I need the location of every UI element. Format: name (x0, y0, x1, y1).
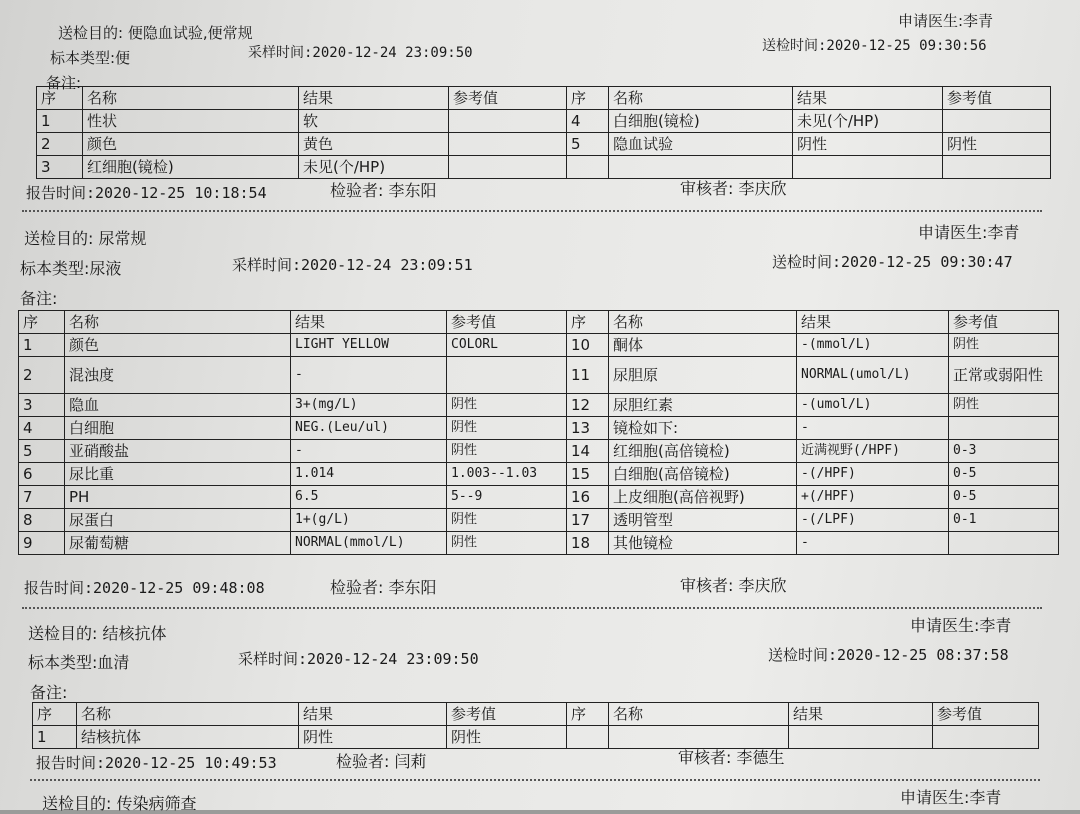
table-header-row (19, 311, 1059, 334)
result-cell: NORMAL(mmol/L) (291, 532, 447, 555)
table-row (19, 394, 1059, 417)
header-result-cell: 结果 (299, 87, 449, 110)
seq-cell: 4 (567, 110, 609, 133)
seq-cell: 16 (567, 486, 609, 509)
reference-cell: 阴性 (447, 417, 567, 440)
s3-doctor: 申请医生:李青 (910, 616, 1012, 635)
name-cell: 尿胆红素 (609, 394, 797, 417)
reference-cell: 0-1 (949, 509, 1059, 532)
s3-specimen: 标本类型:血清 (28, 653, 130, 672)
s4-purpose: 送检目的: 传染病筛查 (42, 794, 197, 813)
result-cell: - (797, 417, 949, 440)
name-cell: 上皮细胞(高倍视野) (609, 486, 797, 509)
name-cell: PH (65, 486, 291, 509)
header-result-cell: 结果 (793, 87, 943, 110)
result-cell: +(/HPF) (797, 486, 949, 509)
seq-cell (567, 156, 609, 179)
reference-cell: 正常或弱阳性 (949, 357, 1059, 394)
header-result-cell: 结果 (299, 703, 447, 726)
result-cell: 6.5 (291, 486, 447, 509)
result-cell: 近满视野(/HPF) (797, 440, 949, 463)
result-cell: 未见(个/HP) (793, 110, 943, 133)
s2-reviewer: 审核者: 李庆欣 (680, 576, 787, 595)
seq-cell: 2 (19, 357, 65, 394)
reference-cell (449, 133, 567, 156)
seq-cell: 2 (37, 133, 83, 156)
seq-cell: 15 (567, 463, 609, 486)
table-row (19, 486, 1059, 509)
result-cell: LIGHT YELLOW (291, 334, 447, 357)
reference-cell: 0-3 (949, 440, 1059, 463)
seq-cell: 6 (19, 463, 65, 486)
s1-report-time: 报告时间:2020-12-25 10:18:54 (26, 184, 267, 202)
name-cell: 镜检如下: (609, 417, 797, 440)
result-cell: 软 (299, 110, 449, 133)
name-cell: 其他镜检 (609, 532, 797, 555)
header-name-cell: 名称 (609, 311, 797, 334)
name-cell: 亚硝酸盐 (65, 440, 291, 463)
seq-cell: 3 (37, 156, 83, 179)
name-cell: 白细胞(镜检) (609, 110, 793, 133)
reference-cell: 阴性 (949, 394, 1059, 417)
result-cell: -(/HPF) (797, 463, 949, 486)
result-cell: 黄色 (299, 133, 449, 156)
result-cell: -(umol/L) (797, 394, 949, 417)
header-seq-cell: 序 (33, 703, 77, 726)
result-cell: -(/LPF) (797, 509, 949, 532)
s2-doctor: 申请医生:李青 (918, 223, 1020, 242)
reference-cell: 0-5 (949, 463, 1059, 486)
reference-cell: 阴性 (447, 440, 567, 463)
name-cell: 白细胞 (65, 417, 291, 440)
name-cell: 颜色 (83, 133, 299, 156)
header-name-cell: 名称 (609, 87, 793, 110)
seq-cell: 10 (567, 334, 609, 357)
result-cell: NEG.(Leu/ul) (291, 417, 447, 440)
seq-cell: 3 (19, 394, 65, 417)
header-seq-cell: 序 (37, 87, 83, 110)
name-cell: 隐血 (65, 394, 291, 417)
header-name-cell: 名称 (83, 87, 299, 110)
seq-cell: 1 (19, 334, 65, 357)
name-cell: 结核抗体 (77, 726, 299, 749)
table-header-row (37, 87, 1051, 110)
reference-cell (949, 532, 1059, 555)
header-name-cell: 名称 (65, 311, 291, 334)
s1-remark: 备注: (46, 74, 82, 92)
result-cell: 1.014 (291, 463, 447, 486)
reference-cell: COLORL (447, 334, 567, 357)
separator (22, 607, 1042, 609)
header-seq-cell: 序 (567, 703, 609, 726)
seq-cell: 12 (567, 394, 609, 417)
result-cell: 1+(g/L) (291, 509, 447, 532)
reference-cell (447, 357, 567, 394)
s2-report-time: 报告时间:2020-12-25 09:48:08 (24, 579, 265, 597)
name-cell: 尿葡萄糖 (65, 532, 291, 555)
name-cell: 红细胞(镜检) (83, 156, 299, 179)
seq-cell: 1 (33, 726, 77, 749)
s3-collect-time: 采样时间:2020-12-24 23:09:50 (238, 650, 479, 668)
reference-cell: 1.003--1.03 (447, 463, 567, 486)
seq-cell: 7 (19, 486, 65, 509)
reference-cell (449, 110, 567, 133)
separator (30, 779, 1040, 781)
s3-tester: 检验者: 闫莉 (336, 752, 427, 771)
result-cell: - (291, 357, 447, 394)
name-cell: 红细胞(高倍镜检) (609, 440, 797, 463)
header-reference-cell: 参考值 (949, 311, 1059, 334)
table-row (37, 110, 1051, 133)
s3-send-time: 送检时间:2020-12-25 08:37:58 (768, 646, 1009, 664)
s2-specimen: 标本类型:尿液 (20, 259, 122, 278)
result-cell: 3+(mg/L) (291, 394, 447, 417)
result-cell: - (797, 532, 949, 555)
table-row (37, 156, 1051, 179)
header-name-cell: 名称 (609, 703, 789, 726)
seq-cell: 5 (19, 440, 65, 463)
reference-cell: 阴性 (447, 726, 567, 749)
table-row (19, 334, 1059, 357)
name-cell: 尿胆原 (609, 357, 797, 394)
name-cell: 白细胞(高倍镜检) (609, 463, 797, 486)
s4-doctor: 申请医生:李青 (900, 788, 1002, 807)
seq-cell: 11 (567, 357, 609, 394)
reference-cell: 5--9 (447, 486, 567, 509)
header-seq-cell: 序 (567, 87, 609, 110)
s3-reviewer: 审核者: 李德生 (678, 748, 785, 767)
seq-cell: 13 (567, 417, 609, 440)
s1-specimen: 标本类型:便 (50, 49, 131, 67)
name-cell: 隐血试验 (609, 133, 793, 156)
name-cell: 颜色 (65, 334, 291, 357)
header-reference-cell: 参考值 (933, 703, 1039, 726)
table-row (33, 726, 1039, 749)
name-cell: 酮体 (609, 334, 797, 357)
header-result-cell: 结果 (789, 703, 933, 726)
name-cell: 混浊度 (65, 357, 291, 394)
table-header-row (33, 703, 1039, 726)
seq-cell: 8 (19, 509, 65, 532)
name-cell: 透明管型 (609, 509, 797, 532)
reference-cell: 阴性 (949, 334, 1059, 357)
s3-remark: 备注: (30, 683, 68, 702)
reference-cell (933, 726, 1039, 749)
table-row (19, 532, 1059, 555)
header-seq-cell: 序 (19, 311, 65, 334)
s1-purpose: 送检目的: 便隐血试验,便常规 (58, 24, 253, 42)
s3-report-time: 报告时间:2020-12-25 10:49:53 (36, 754, 277, 772)
reference-cell (949, 417, 1059, 440)
result-cell (793, 156, 943, 179)
reference-cell: 阴性 (447, 509, 567, 532)
name-cell: 尿蛋白 (65, 509, 291, 532)
s2-remark: 备注: (20, 289, 58, 308)
name-cell: 尿比重 (65, 463, 291, 486)
s2-send-time: 送检时间:2020-12-25 09:30:47 (772, 253, 1013, 271)
result-cell: 阴性 (299, 726, 447, 749)
header-reference-cell: 参考值 (447, 703, 567, 726)
reference-cell: 0-5 (949, 486, 1059, 509)
result-cell: - (291, 440, 447, 463)
s3-purpose: 送检目的: 结核抗体 (28, 624, 167, 643)
reference-cell: 阴性 (943, 133, 1051, 156)
table-row (19, 509, 1059, 532)
header-result-cell: 结果 (797, 311, 949, 334)
seq-cell: 5 (567, 133, 609, 156)
reference-cell: 阴性 (447, 394, 567, 417)
s2-collect-time: 采样时间:2020-12-24 23:09:51 (232, 256, 473, 274)
result-cell (789, 726, 933, 749)
result-cell: NORMAL(umol/L) (797, 357, 949, 394)
s1-send-time: 送检时间:2020-12-25 09:30:56 (762, 38, 987, 54)
reference-cell (943, 156, 1051, 179)
s1-collect-time: 采样时间:2020-12-24 23:09:50 (248, 45, 473, 61)
header-reference-cell: 参考值 (943, 87, 1051, 110)
seq-cell (567, 726, 609, 749)
table-row (19, 440, 1059, 463)
seq-cell: 1 (37, 110, 83, 133)
s2-purpose: 送检目的: 尿常规 (24, 229, 147, 248)
header-reference-cell: 参考值 (449, 87, 567, 110)
s2-tester: 检验者: 李东阳 (330, 578, 437, 597)
seq-cell: 18 (567, 532, 609, 555)
reference-cell (943, 110, 1051, 133)
s1-results-table (36, 86, 1051, 179)
s3-results-table (32, 702, 1039, 749)
header-name-cell: 名称 (77, 703, 299, 726)
result-cell: 未见(个/HP) (299, 156, 449, 179)
table-row (19, 463, 1059, 486)
header-result-cell: 结果 (291, 311, 447, 334)
table-row (37, 133, 1051, 156)
result-cell: -(mmol/L) (797, 334, 949, 357)
result-cell: 阴性 (793, 133, 943, 156)
table-row (19, 417, 1059, 440)
seq-cell: 4 (19, 417, 65, 440)
s1-reviewer: 审核者: 李庆欣 (680, 179, 787, 198)
s1-doctor: 申请医生:李青 (898, 12, 994, 30)
separator (22, 210, 1042, 212)
table-row (19, 357, 1059, 394)
s2-results-table (18, 310, 1059, 555)
header-reference-cell: 参考值 (447, 311, 567, 334)
seq-cell: 17 (567, 509, 609, 532)
reference-cell: 阴性 (447, 532, 567, 555)
header-seq-cell: 序 (567, 311, 609, 334)
reference-cell (449, 156, 567, 179)
seq-cell: 9 (19, 532, 65, 555)
seq-cell: 14 (567, 440, 609, 463)
name-cell: 性状 (83, 110, 299, 133)
s1-tester: 检验者: 李东阳 (330, 181, 437, 200)
